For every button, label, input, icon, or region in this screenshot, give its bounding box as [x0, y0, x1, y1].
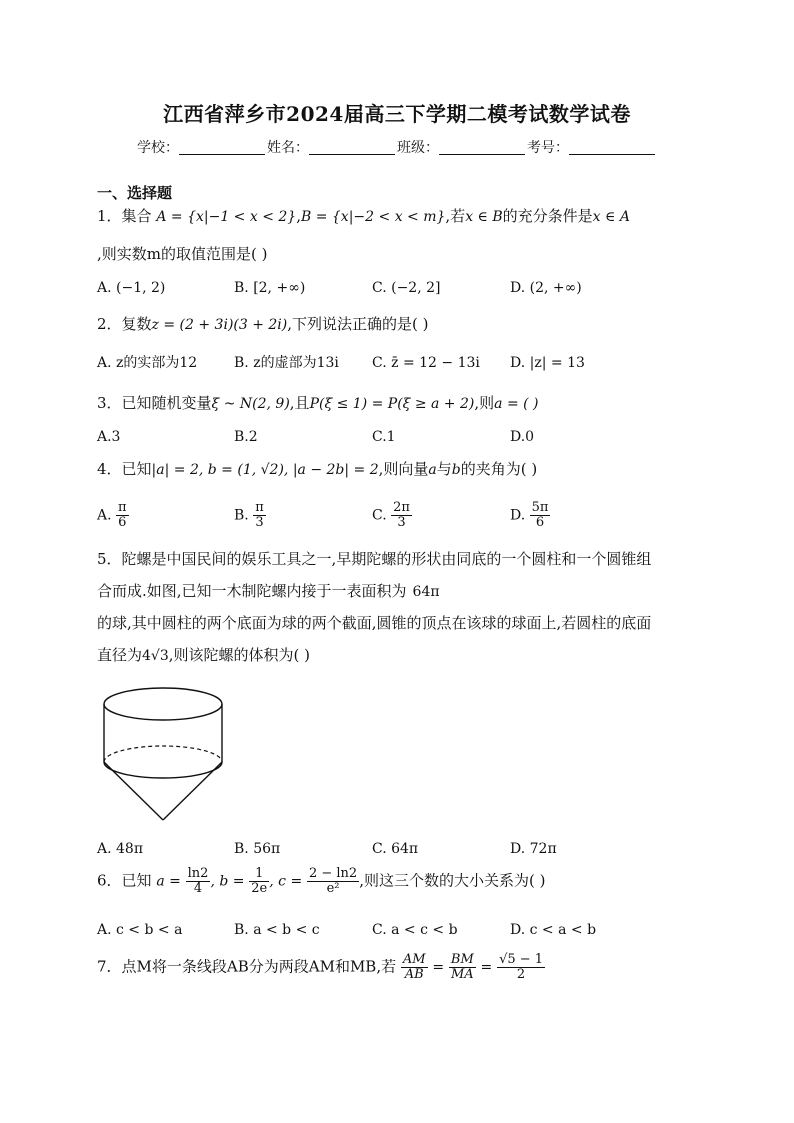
q6-a-frac [186, 867, 211, 896]
q6-a-label: a = [156, 873, 181, 890]
q7-equals: = [432, 959, 445, 976]
q1-option-b[interactable]: B. [2, +∞) [234, 280, 306, 296]
q1-set-b: B = {x|−2 < x < m} [300, 209, 446, 225]
q6-option-a[interactable]: A. c < b < a [97, 922, 183, 938]
frac-den: 6 [116, 515, 129, 530]
frac-num: π [255, 500, 264, 515]
q4-and: 与 [436, 460, 452, 478]
q3-prefix: 3．已知随机变量 [97, 394, 212, 412]
frac-den: 3 [253, 515, 266, 530]
q7-frac-2 [449, 953, 476, 982]
frac-den: 2e [251, 881, 268, 896]
frac-den: 3 [391, 515, 412, 530]
question-5-line1: 5．陀螺是中国民间的娱乐工具之一,早期陀螺的形状由同底的一个圆柱和一个圆锥组 [97, 550, 652, 568]
question-2-stem [97, 314, 429, 335]
q3-option-b[interactable]: B.2 [234, 429, 258, 445]
section-heading: 一、选择题 [97, 184, 173, 202]
frac-num: 1 [255, 866, 264, 881]
q6-b-frac [249, 867, 269, 896]
q1-mid2: 的充分条件是 [502, 207, 593, 225]
q1-sep: , [296, 207, 301, 225]
q3-mid: ,且 [289, 394, 310, 412]
q5-diameter: 4√3 [142, 648, 169, 664]
q5-option-b[interactable]: B. 56π [234, 841, 281, 857]
frac-den: e² [307, 881, 359, 896]
q4-expr: |a| = 2, b = (1, √2), |a − 2b| = 2 [151, 462, 379, 478]
q5-line2-text: 合而成.如图,已知一木制陀螺内接于一表面积为 [97, 582, 407, 600]
q4-option-d-label: D. [510, 507, 526, 524]
q4-option-a-frac [116, 501, 129, 530]
q1-option-a[interactable]: A. (−1, 2) [97, 280, 166, 296]
frac-den: 2 [497, 967, 545, 982]
frac-num: ln2 [187, 866, 209, 881]
q2-expr: z = (2 + 3i)(3 + 2i) [151, 317, 288, 333]
q2-suffix: ,下列说法正确的是( ) [287, 315, 429, 333]
q4-option-b-label: B. [234, 507, 249, 524]
cylinder-cone-diagram [100, 684, 230, 824]
q4-option-b-frac [253, 501, 266, 530]
q4-vector-b: b [451, 462, 461, 478]
school-blank [179, 140, 265, 155]
question-5-line4 [97, 645, 310, 666]
class-label: 班级： [397, 140, 439, 156]
frac-num: 2π [393, 500, 410, 515]
spinning-top-figure [100, 684, 230, 828]
name-blank [309, 140, 395, 155]
q2-option-d[interactable]: D. |z| = 13 [510, 355, 585, 371]
q6-suffix: ,则这三个数的大小关系为( ) [359, 871, 546, 890]
q3-option-d[interactable]: D.0 [510, 429, 535, 445]
q4-prefix: 4．已知 [97, 460, 152, 478]
q3-option-a[interactable]: A.3 [97, 429, 121, 445]
q6-prefix: 6．已知 [97, 871, 152, 890]
q1-prefix: 1．集合 [97, 207, 152, 225]
exam-no-blank [569, 140, 655, 155]
q2-option-b[interactable]: B. z的虚部为13i [234, 355, 339, 371]
q1-option-c[interactable]: C. (−2, 2] [372, 280, 441, 296]
q7-prefix: 7．点M将一条线段AB分为两段AM和MB,若 [97, 957, 397, 976]
question-5-line2 [97, 581, 440, 602]
q5-line4-text: 直径为 [97, 646, 143, 664]
q3-expr1: ξ ~ N(2, 9) [211, 396, 290, 412]
q4-option-a-label: A. [97, 507, 112, 524]
frac-num: BM [450, 952, 474, 967]
q1-mid: ,若 [445, 207, 466, 225]
exam-title: 江西省萍乡市2024届高三下学期二模考试数学试卷 [163, 102, 631, 126]
q6-c-label: , c = [269, 873, 303, 890]
frac-den: 4 [186, 881, 211, 896]
question-4-stem [97, 459, 537, 480]
frac-den: AB [401, 967, 428, 982]
question-5-line3: 的球,其中圆柱的两个底面为球的两个截面,圆锥的顶点在该球的球面上,若圆柱的底面 [97, 614, 652, 632]
q6-option-c[interactable]: C. a < c < b [372, 922, 458, 938]
q4-option-d[interactable] [510, 501, 550, 530]
question-6-stem [97, 867, 545, 896]
q4-suffix: ,则向量 [378, 460, 429, 478]
q3-expr3: a = ( ) [494, 396, 539, 412]
q3-option-c[interactable]: C.1 [372, 429, 396, 445]
q5-line4-tail: ,则该陀螺的体积为( ) [168, 646, 311, 664]
q7-frac-1 [401, 953, 428, 982]
q5-option-a[interactable]: A. 48π [97, 841, 144, 857]
q4-option-b[interactable] [234, 501, 266, 530]
frac-num: √5 − 1 [499, 952, 544, 967]
q7-frac-3 [497, 953, 545, 982]
frac-num: π [118, 500, 127, 515]
q4-option-c[interactable] [372, 501, 412, 530]
q4-option-d-frac [530, 501, 551, 530]
q1-option-d[interactable]: D. (2, +∞) [510, 280, 582, 296]
q2-prefix: 2．复数 [97, 315, 152, 333]
frac-num: 5π [531, 500, 549, 515]
class-blank [439, 140, 525, 155]
q5-option-c[interactable]: C. 64π [372, 841, 419, 857]
q4-option-a[interactable] [97, 501, 129, 530]
q3-suffix: ,则 [474, 394, 495, 412]
question-7-stem [97, 953, 545, 982]
q6-b-label: , b = [210, 873, 245, 890]
q4-vector-a: a [428, 462, 437, 478]
q4-tail: 的夹角为( ) [460, 460, 538, 478]
exam-no-label: 考号： [527, 140, 569, 156]
q1-set-a: A = {x|−1 < x < 2} [156, 209, 297, 225]
q1-cond2: x ∈ A [592, 209, 630, 225]
q4-option-c-label: C. [372, 507, 387, 524]
q7-equals-2: = [480, 959, 493, 976]
frac-num: 2 − ln2 [308, 866, 358, 881]
q1-cond: x ∈ B [465, 209, 503, 225]
q2-option-c[interactable]: C. z̄ = 12 − 13i [372, 355, 480, 371]
school-label: 学校： [137, 140, 179, 156]
q3-expr2: P(ξ ≤ 1) = P(ξ ≥ a + 2) [309, 396, 475, 412]
q2-option-a[interactable]: A. z的实部为12 [97, 355, 198, 371]
question-3-stem [97, 393, 539, 414]
student-info-line [0, 137, 794, 157]
name-label: 姓名： [267, 140, 309, 156]
q5-area: 64π [412, 584, 440, 600]
frac-den: MA [449, 967, 476, 982]
frac-num: AM [402, 952, 426, 967]
q5-option-d[interactable]: D. 72π [510, 841, 557, 857]
q6-option-b[interactable]: B. a < b < c [234, 922, 320, 938]
q6-option-d[interactable]: D. c < a < b [510, 922, 597, 938]
q6-c-frac [307, 867, 359, 896]
q4-option-c-frac [391, 501, 412, 530]
question-1-line2: ,则实数m的取值范围是( ) [97, 245, 268, 263]
frac-den: 6 [530, 515, 551, 530]
question-1-stem [97, 206, 630, 227]
